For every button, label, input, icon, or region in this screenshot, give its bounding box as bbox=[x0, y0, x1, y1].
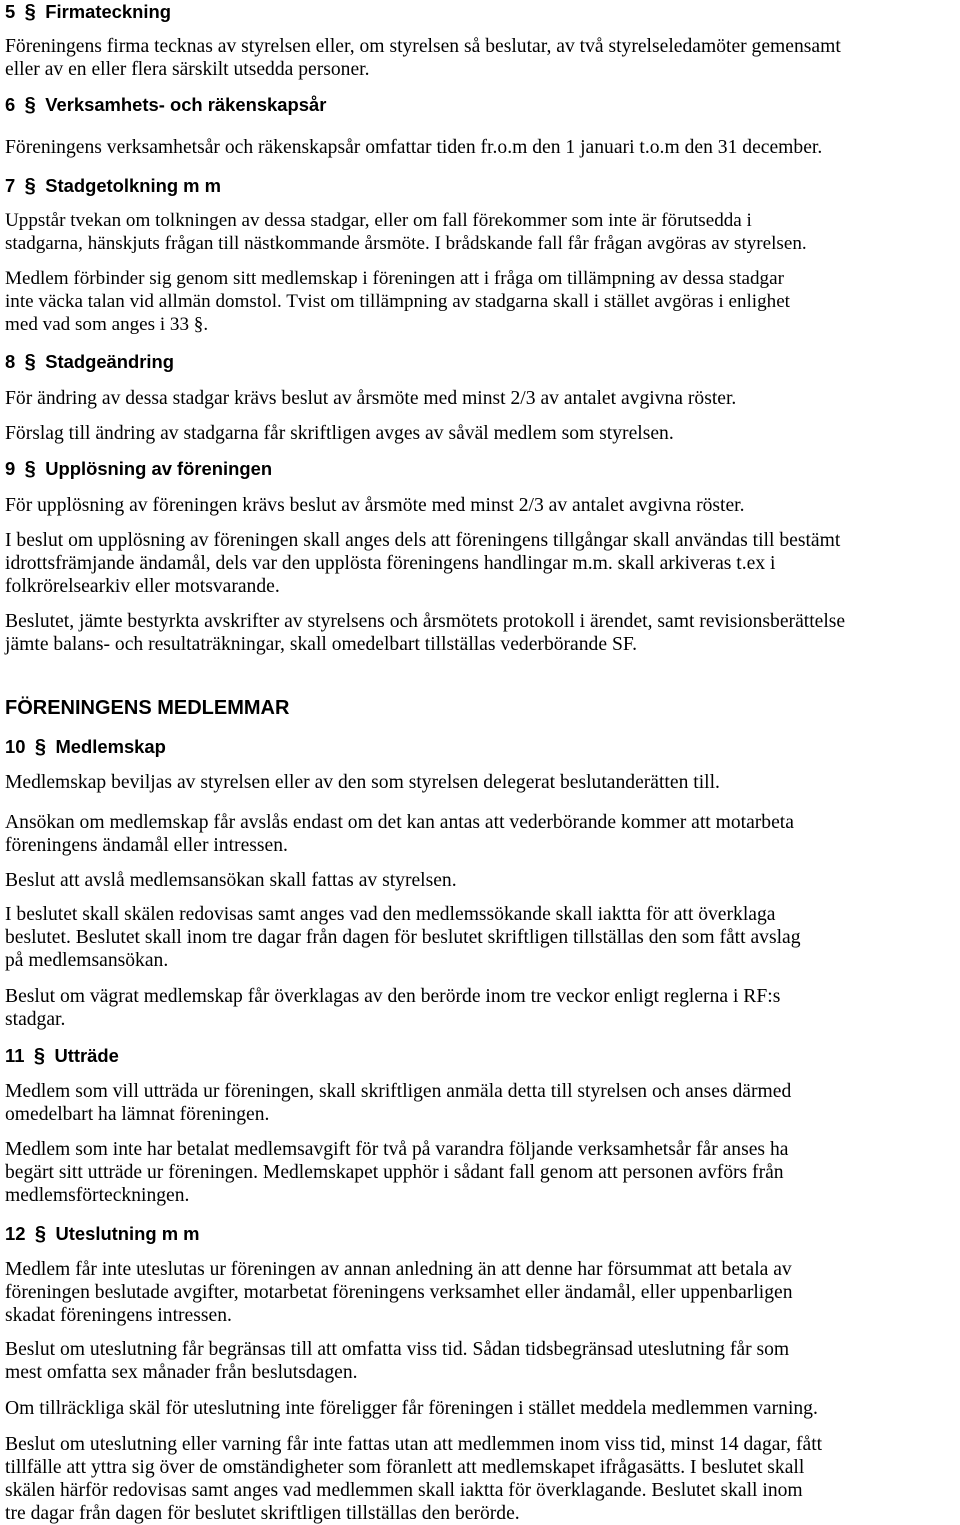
text-line: Om tillräckliga skäl för uteslutning inte föreligger får föreningen i stället meddela medlemmen varning. bbox=[5, 1398, 818, 1419]
text-line: stadgarna, hänskjuts frågan till nästkommande årsmöte. I brådskande fall får frågan avgöras av styrelsen. bbox=[5, 233, 807, 254]
text-line: skadat föreningens intressen. bbox=[5, 1305, 232, 1326]
text-line: Förslag till ändring av stadgarna får skriftligen avges av såväl medlem som styrelsen. bbox=[5, 423, 674, 444]
text-line: Föreningens verksamhetsår och räkenskapsår omfattar tiden fr.o.m den 1 januari t.o.m den 31 december. bbox=[5, 137, 823, 158]
paragraph-sign: § bbox=[24, 175, 36, 197]
section-title: Stadgetolkning m m bbox=[45, 175, 221, 196]
text-line: mest omfatta sex månader från beslutsdagen. bbox=[5, 1362, 358, 1383]
section-title: Utträde bbox=[54, 1045, 119, 1066]
section-8-heading bbox=[5, 351, 957, 373]
section-title: Firmateckning bbox=[45, 1, 171, 22]
text-line: eller av en eller flera särskilt utsedda personer. bbox=[5, 59, 370, 80]
text-line: Medlem som vill utträda ur föreningen, skall skriftligen anmäla detta till styrelsen och anses därmed bbox=[5, 1081, 792, 1102]
text-line: medlemsförteckningen. bbox=[5, 1185, 190, 1206]
section-12-paragraph-1 bbox=[5, 1258, 957, 1327]
text-line: Beslut om uteslutning får begränsas till att omfatta viss tid. Sådan tidsbegränsad uteslutning får som bbox=[5, 1339, 790, 1360]
section-10-paragraph-2 bbox=[5, 811, 957, 857]
text-line: föreningen beslutade avgifter, motarbetat föreningens verksamhet eller ändamål, eller uppenbarligen bbox=[5, 1282, 793, 1303]
section-number: 10 bbox=[5, 736, 26, 757]
section-number: 7 bbox=[5, 175, 16, 196]
paragraph-sign: § bbox=[24, 94, 36, 116]
section-12-paragraph-3 bbox=[5, 1397, 957, 1420]
section-title: Medlemskap bbox=[55, 736, 166, 757]
paragraph-sign: § bbox=[33, 1045, 46, 1067]
text-line: Föreningens firma tecknas av styrelsen eller, om styrelsen så beslutar, av två styrelseledamöter gemensamt bbox=[5, 36, 841, 57]
chapter-heading: FÖRENINGENS MEDLEMMAR bbox=[5, 697, 290, 719]
text-line: begärt sitt utträde ur föreningen. Medlemskapet upphör i sådant fall genom att personen avförs från bbox=[5, 1162, 784, 1183]
text-line: på medlemsansökan. bbox=[5, 950, 169, 971]
text-line: stadgar. bbox=[5, 1009, 66, 1030]
section-8-paragraph-2 bbox=[5, 422, 957, 445]
paragraph-sign: § bbox=[34, 736, 47, 758]
section-10-paragraph-3 bbox=[5, 869, 957, 892]
section-9-paragraph-2 bbox=[5, 529, 957, 598]
section-7-heading bbox=[5, 175, 957, 197]
section-10-heading bbox=[5, 736, 957, 758]
text-line: Medlem får inte uteslutas ur föreningen av annan anledning än att denne har försummat att betala av bbox=[5, 1259, 792, 1280]
section-8-paragraph-1 bbox=[5, 387, 957, 410]
text-line: Beslut om uteslutning eller varning får inte fattas utan att medlemmen inom viss tid, minst 14 dagar, fått bbox=[5, 1434, 823, 1455]
section-number: 11 bbox=[5, 1045, 25, 1066]
section-number: 8 bbox=[5, 351, 16, 372]
section-title: Upplösning av föreningen bbox=[45, 458, 273, 479]
section-10-paragraph-5 bbox=[5, 985, 957, 1031]
section-7-paragraph-1 bbox=[5, 209, 957, 255]
text-line: Medlemskap beviljas av styrelsen eller av den som styrelsen delegerat beslutanderätten till. bbox=[5, 772, 720, 793]
section-5-paragraph-1 bbox=[5, 35, 957, 81]
section-9-paragraph-3 bbox=[5, 610, 957, 656]
section-6-paragraph-1 bbox=[5, 136, 957, 159]
section-5-heading bbox=[5, 1, 957, 23]
text-line: Ansökan om medlemskap får avslås endast om det kan antas att vederbörande kommer att motarbeta bbox=[5, 812, 794, 833]
section-number: 9 bbox=[5, 458, 16, 479]
section-12-heading bbox=[5, 1223, 957, 1245]
text-line: folkrörelsearkiv eller motsvarande. bbox=[5, 576, 280, 597]
paragraph-sign: § bbox=[24, 458, 36, 480]
text-line: skälen härför redovisas samt anges vad medlemmen skall iaktta för överklagande. Beslutet skall inom bbox=[5, 1480, 803, 1501]
section-9-heading bbox=[5, 458, 957, 480]
text-line: Beslutet, jämte bestyrkta avskrifter av styrelsens och årsmötets protokoll i ärendet, samt revisionsberättelse bbox=[5, 611, 846, 632]
section-6-heading bbox=[5, 94, 957, 116]
text-line: föreningens ändamål eller intressen. bbox=[5, 835, 288, 856]
text-line: I beslutet skall skälen redovisas samt anges vad den medlemssökande skall iaktta för att överklaga bbox=[5, 904, 776, 925]
section-title: Verksamhets- och räkenskapsår bbox=[45, 94, 327, 115]
section-title: Uteslutning m m bbox=[55, 1223, 200, 1244]
text-line: Beslut att avslå medlemsansökan skall fattas av styrelsen. bbox=[5, 870, 457, 891]
section-10-paragraph-1 bbox=[5, 771, 957, 794]
text-line: För upplösning av föreningen krävs beslut av årsmöte med minst 2/3 av antalet avgivna röster. bbox=[5, 495, 745, 516]
text-line: tre dagar från dagen för beslutet skriftligen tillställas den berörde. bbox=[5, 1503, 520, 1524]
section-7-paragraph-2 bbox=[5, 267, 957, 336]
paragraph-sign: § bbox=[24, 351, 36, 373]
text-line: Medlem som inte har betalat medlemsavgift för två på varandra följande verksamhetsår får anses ha bbox=[5, 1139, 789, 1160]
section-11-paragraph-2 bbox=[5, 1138, 957, 1207]
text-line: beslutet. Beslutet skall inom tre dagar från dagen för beslutet skriftligen tillställas den som fått avslag bbox=[5, 927, 801, 948]
section-10-paragraph-4 bbox=[5, 903, 957, 972]
text-line: Uppstår tvekan om tolkningen av dessa stadgar, eller om fall förekommer som inte är förutsedda i bbox=[5, 210, 752, 231]
section-11-paragraph-1 bbox=[5, 1080, 957, 1126]
text-line: För ändring av dessa stadgar krävs beslut av årsmöte med minst 2/3 av antalet avgivna röster. bbox=[5, 388, 737, 409]
text-line: jämte balans- och resultaträkningar, skall omedelbart tillställas vederbörande SF. bbox=[5, 634, 638, 655]
text-line: tillfälle att yttra sig över de omständigheter som föranlett att medlemskapet ifrågasätts. I beslutet skall bbox=[5, 1457, 805, 1478]
paragraph-sign: § bbox=[24, 1, 36, 23]
text-line: inte väcka talan vid allmän domstol. Tvist om tillämpning av stadgarna skall i stället avgöras i enlighet bbox=[5, 291, 790, 312]
text-line: omedelbart ha lämnat föreningen. bbox=[5, 1104, 270, 1125]
text-line: idrottsfrämjande ändamål, dels var den upplösta föreningens handlingar m.m. skall arkiveras t.ex i bbox=[5, 553, 776, 574]
section-12-paragraph-4 bbox=[5, 1433, 957, 1525]
section-9-paragraph-1 bbox=[5, 494, 957, 517]
text-line: I beslut om upplösning av föreningen skall anges dels att föreningens tillgångar skall användas till bestämt bbox=[5, 530, 841, 551]
text-line: Medlem förbinder sig genom sitt medlemskap i föreningen att i fråga om tillämpning av dessa stadgar bbox=[5, 268, 784, 289]
section-title: Stadgeändring bbox=[45, 351, 174, 372]
section-number: 12 bbox=[5, 1223, 26, 1244]
section-12-paragraph-2 bbox=[5, 1338, 957, 1384]
text-line: med vad som anges i 33 §. bbox=[5, 314, 209, 335]
section-number: 6 bbox=[5, 94, 16, 115]
section-11-heading bbox=[5, 1045, 957, 1067]
text-line: Beslut om vägrat medlemskap får överklagas av den berörde inom tre veckor enligt reglerna i RF:s bbox=[5, 986, 781, 1007]
paragraph-sign: § bbox=[34, 1223, 47, 1245]
section-number: 5 bbox=[5, 1, 16, 22]
